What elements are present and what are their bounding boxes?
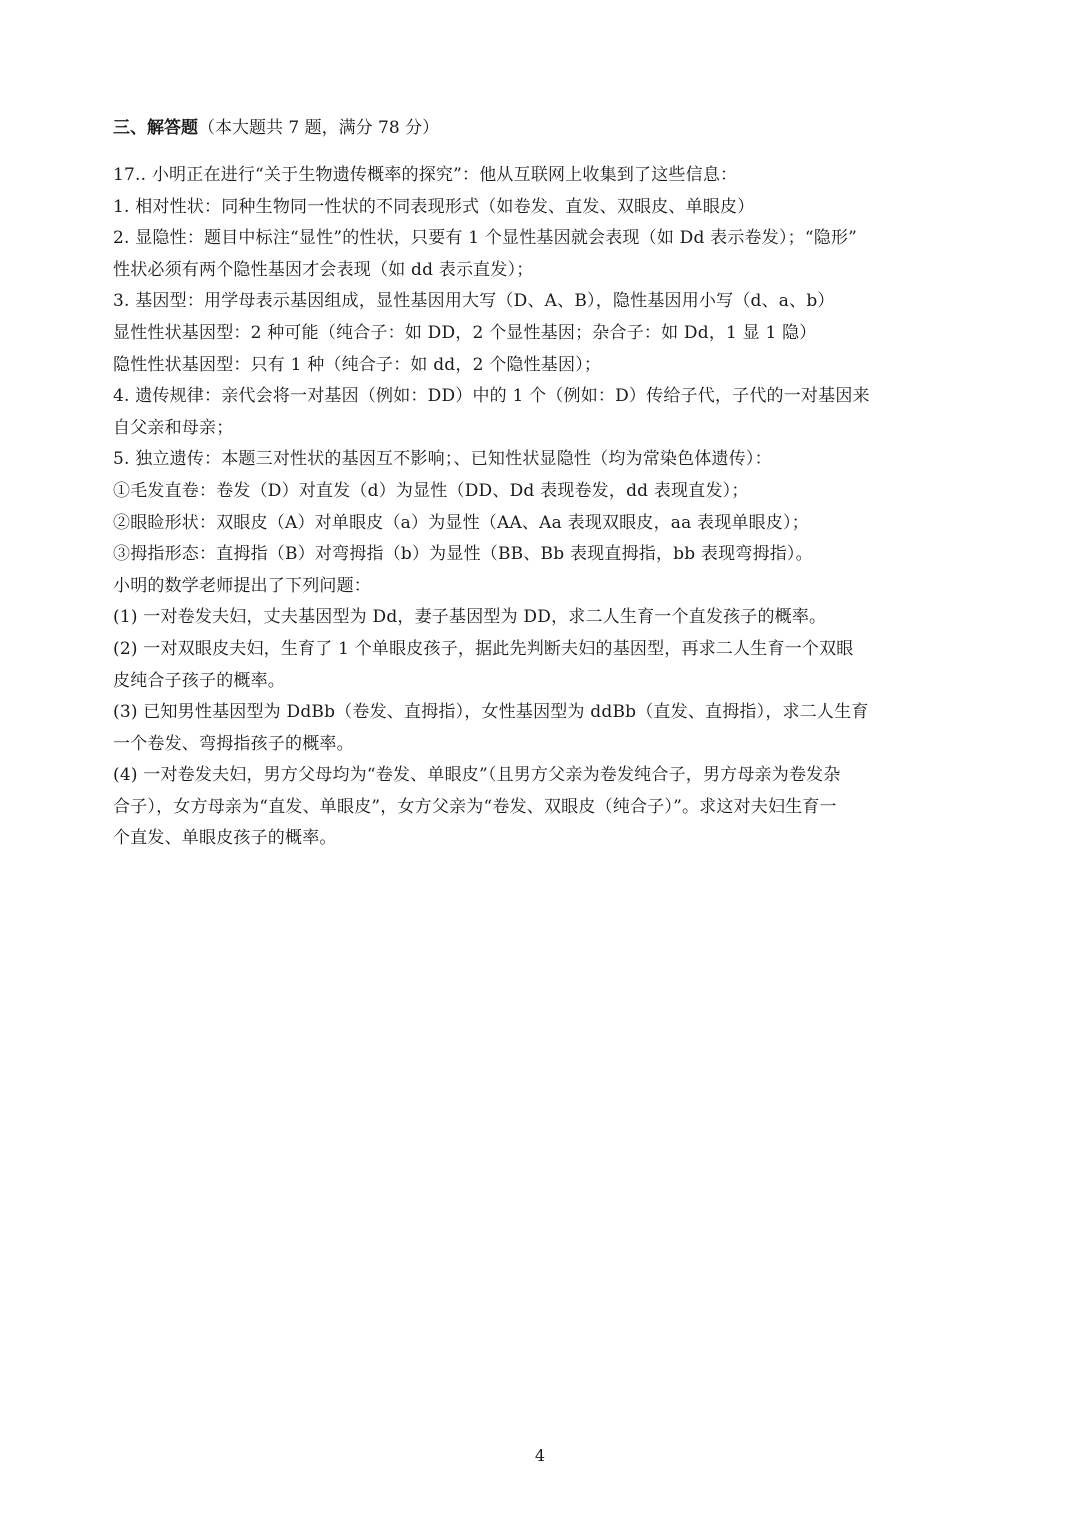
section-heading-label: 三、解答题 — [113, 118, 198, 138]
page-number: 4 — [534, 1446, 546, 1465]
text-line: 小明的数学老师提出了下列问题： — [113, 575, 371, 596]
question-2-cont: 皮纯合子孩子的概率。 — [113, 670, 285, 691]
section-heading-note: （本大题共 7 题，满分 78 分） — [198, 118, 440, 138]
question-3: (3) 已知男性基因型为 DdBb（卷发、直拇指），女性基因型为 ddBb（直发、直拇指），求二人生育 — [113, 702, 869, 723]
section-heading — [113, 113, 973, 143]
text-line: 17.. 小明正在进行“关于生物遗传概率的探究”：他从互联网上收集到了这些信息： — [113, 165, 738, 185]
question-4: (4) 一对卷发夫妇，男方父母均为“卷发、单眼皮”（且男方父亲为卷发纯合子，男方母亲为卷发杂 — [113, 765, 841, 786]
text-line: 5. 独立遗传：本题三对性状的基因互不影响；、已知性状显隐性（均为常染色体遗传）： — [113, 449, 772, 470]
question-1: (1) 一对卷发夫妇，丈夫基因型为 Dd，妻子基因型为 DD，求二人生育一个直发孩子的概率。 — [113, 607, 827, 628]
question-4-cont: 合子），女方母亲为“直发、单眼皮”，女方父亲为“卷发、双眼皮（纯合子）”。求这对夫妇生育一 — [113, 796, 837, 817]
text-line: ①毛发直卷：卷发（D）对直发（d）为显性（DD、Dd 表现卷发，dd 表现直发）； — [113, 480, 749, 501]
text-line: 2. 显隐性：题目中标注“显性”的性状，只要有 1 个显性基因就会表现（如 Dd 表示卷发）；“隐形” — [113, 228, 858, 249]
text-line: ②眼睑形状：双眼皮（A）对单眼皮（a）为显性（AA、Aa 表现双眼皮，aa 表现单眼皮）； — [113, 512, 809, 533]
text-line: 自父亲和母亲； — [113, 417, 234, 438]
page-content — [113, 113, 973, 855]
text-line: 隐性性状基因型：只有 1 种（纯合子：如 dd，2 个隐性基因）； — [113, 354, 602, 375]
question-4-cont: 个直发、单眼皮孩子的概率。 — [113, 828, 337, 849]
text-line: 显性性状基因型：2 种可能（纯合子：如 DD，2 个显性基因；杂合子：如 Dd，1 显 1 隐） — [113, 322, 817, 343]
question-3-cont: 一个卷发、弯拇指孩子的概率。 — [113, 733, 354, 754]
text-line: ③拇指形态：直拇指（B）对弯拇指（b）为显性（BB、Bb 表现直拇指，bb 表现弯拇指）。 — [113, 544, 813, 565]
text-line: 4. 遗传规律：亲代会将一对基因（例如：DD）中的 1 个（例如：D）传给子代，子代的一对基因来 — [113, 386, 870, 407]
question-2: (2) 一对双眼皮夫妇，生育了 1 个单眼皮孩子，据此先判断夫妇的基因型，再求二人生育一个双眼 — [113, 638, 854, 659]
problem-17-text — [113, 160, 973, 855]
text-line: 3. 基因型：用学母表示基因组成，显性基因用大写（D、A、B），隐性基因用小写（d、a、b） — [113, 291, 835, 312]
text-line: 1. 相对性状：同种生物同一性状的不同表现形式（如卷发、直发、双眼皮、单眼皮） — [113, 196, 755, 217]
text-line: 性状必须有两个隐性基因才会表现（如 dd 表示直发）； — [113, 259, 534, 280]
